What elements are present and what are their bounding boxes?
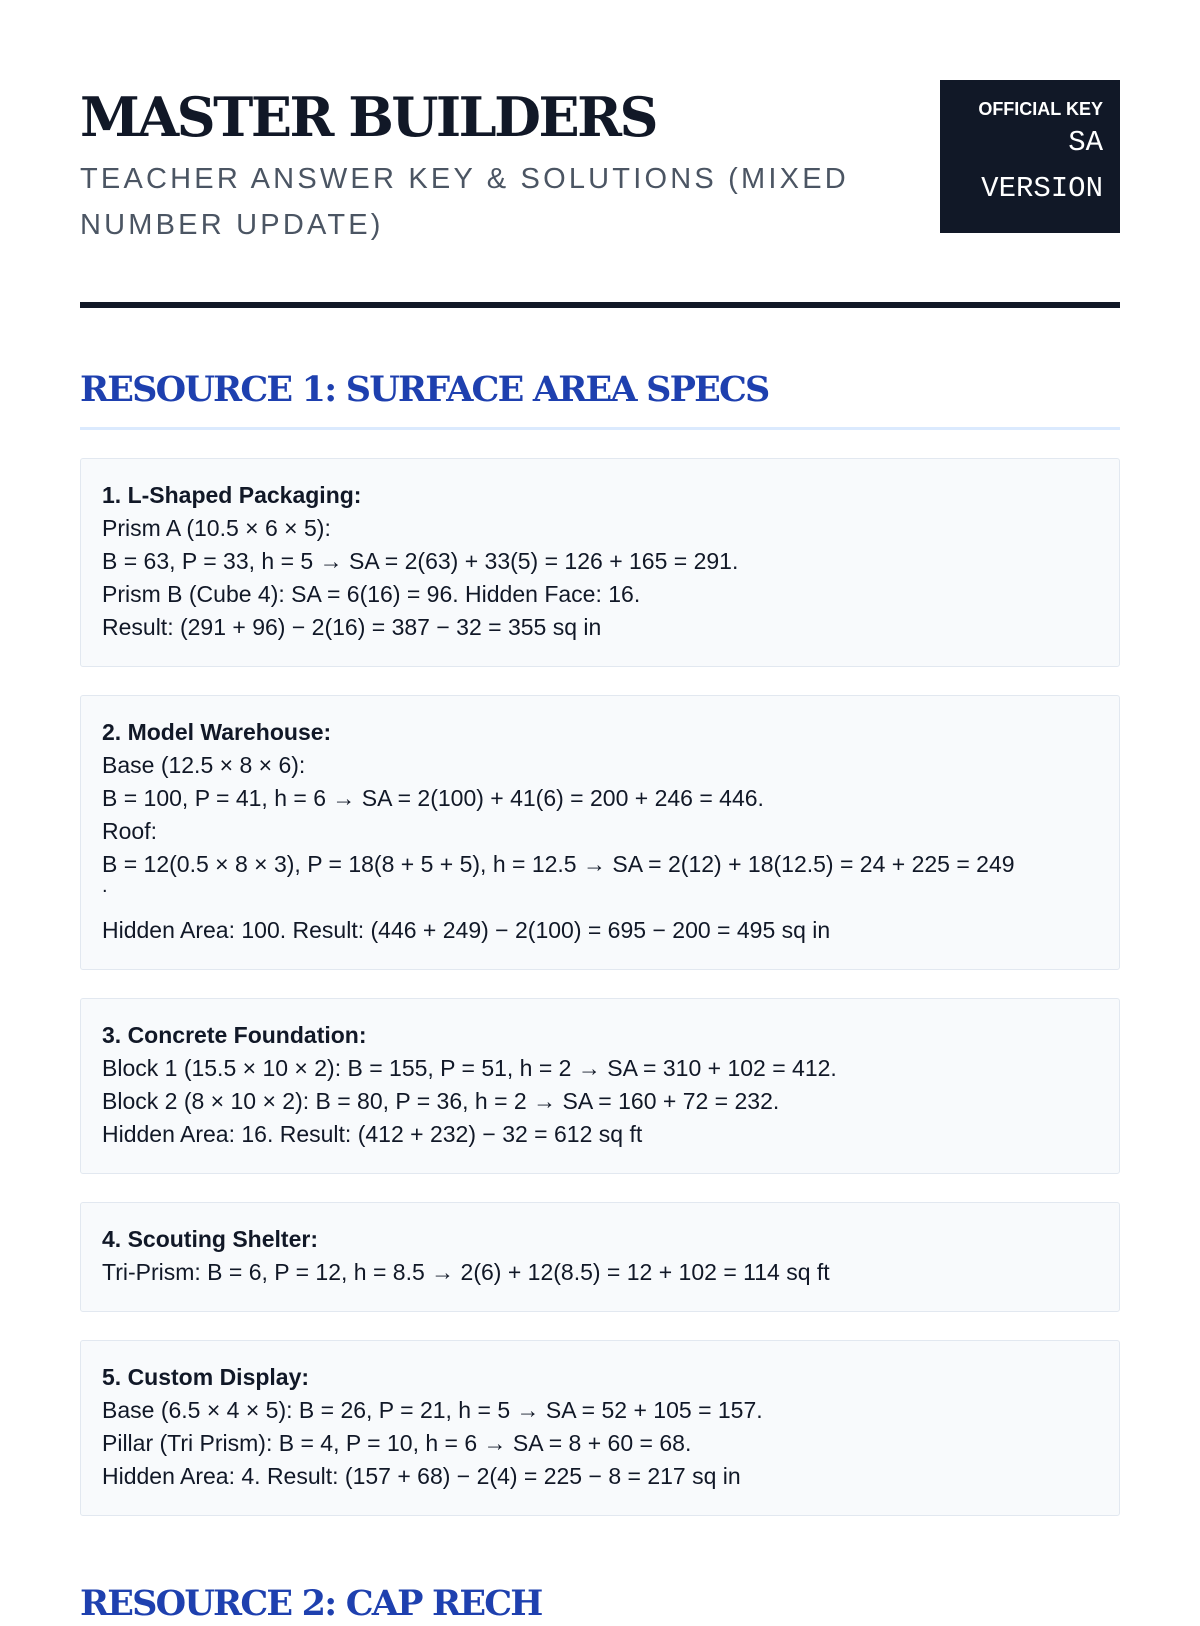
solution-title: 5. Custom Display:: [102, 1364, 310, 1390]
solution-line: B = 12(0.5 × 8 × 3), P = 18(8 + 5 + 5), h = 12.5 → SA = 2(12) + 18(12.5) = 24 + 225 = 249: [102, 851, 1015, 877]
solution-line: Roof:: [102, 818, 157, 844]
solution-title: 3. Concrete Foundation:: [102, 1022, 367, 1048]
solution-card: [80, 998, 1120, 1174]
header-divider: [80, 302, 1120, 308]
page-subtitle: TEACHER ANSWER KEY & SOLUTIONS (MIXED NUMBER UPDATE): [80, 163, 849, 241]
badge-version: SA VERSION: [981, 126, 1103, 205]
solution-card: [80, 458, 1120, 667]
section-title: RESOURCE 1: SURFACE AREA SPECS: [80, 369, 769, 410]
solution-line: Result: (291 + 96) − 2(16) = 387 − 32 = 355 sq in: [102, 614, 602, 640]
section-divider: [80, 427, 1120, 430]
solution-card: [80, 1340, 1120, 1516]
title-block: [80, 80, 880, 248]
official-key-badge: [940, 80, 1120, 233]
solution-line: Prism A (10.5 × 6 × 5):: [102, 515, 331, 541]
solution-line: Base (6.5 × 4 × 5): B = 26, P = 21, h = 5 → SA = 52 + 105 = 157.: [102, 1397, 763, 1423]
solution-line: Tri-Prism: B = 6, P = 12, h = 8.5 → 2(6) + 12(8.5) = 12 + 102 = 114 sq ft: [102, 1259, 830, 1285]
solution-line: Base (12.5 × 8 × 6):: [102, 752, 306, 778]
solution-line: Pillar (Tri Prism): B = 4, P = 10, h = 6 → SA = 8 + 60 = 68.: [102, 1430, 692, 1456]
solution-line: Hidden Area: 16. Result: (412 + 232) − 32 = 612 sq ft: [102, 1121, 643, 1147]
solution-title: 4. Scouting Shelter:: [102, 1226, 318, 1252]
page-header: [80, 0, 1120, 248]
page-title: MASTER BUILDERS: [80, 85, 657, 149]
next-section-title: RESOURCE 2: CAP RECH: [80, 1583, 542, 1624]
solution-line: Block 2 (8 × 10 × 2): B = 80, P = 36, h = 2 → SA = 160 + 72 = 232.: [102, 1088, 780, 1114]
solution-line: Block 1 (15.5 × 10 × 2): B = 155, P = 51, h = 2 → SA = 310 + 102 = 412.: [102, 1055, 837, 1081]
solution-card: [80, 695, 1120, 970]
solution-line: Hidden Area: 4. Result: (157 + 68) − 2(4) = 225 − 8 = 217 sq in: [102, 1463, 741, 1489]
solution-line: B = 100, P = 41, h = 6 → SA = 2(100) + 41(6) = 200 + 246 = 446.: [102, 785, 764, 811]
solutions-list: [80, 458, 1120, 1516]
solution-line: Prism B (Cube 4): SA = 6(16) = 96. Hidden Face: 16.: [102, 581, 641, 607]
solution-line: B = 63, P = 33, h = 5 → SA = 2(63) + 33(5) = 126 + 165 = 291.: [102, 548, 739, 574]
solution-line: Hidden Area: 100. Result: (446 + 249) − 2(100) = 695 − 200 = 495 sq in: [102, 917, 831, 943]
badge-label: OFFICIAL KEY: [978, 99, 1103, 119]
solution-line: .: [102, 875, 108, 897]
solution-title: 1. L-Shaped Packaging:: [102, 482, 362, 508]
solution-title: 2. Model Warehouse:: [102, 719, 332, 745]
solution-card: [80, 1202, 1120, 1312]
